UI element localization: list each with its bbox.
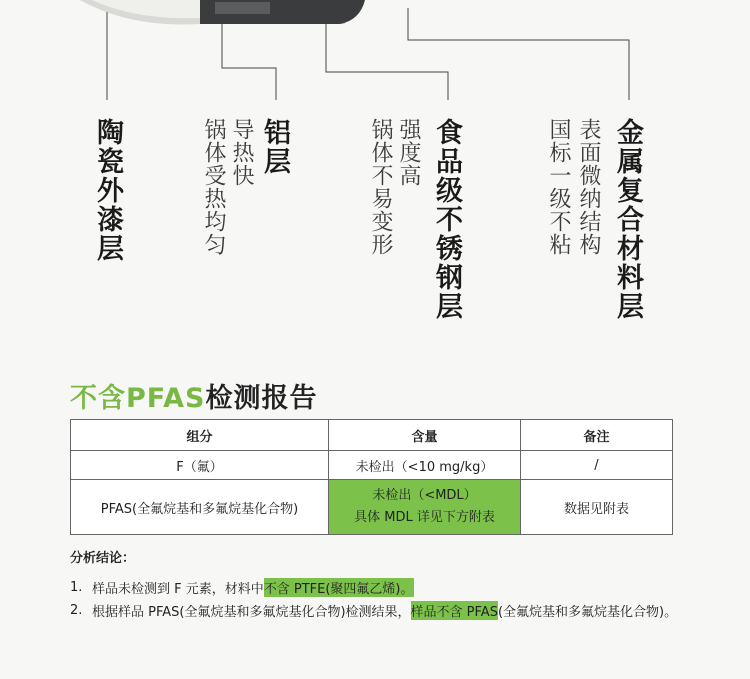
layer-stainless-desc-1: 强度高: [396, 118, 421, 187]
analysis-item: [70, 599, 677, 622]
header-note: 备注: [521, 420, 673, 451]
cell-content-line-1: 未检出（<MDL）: [372, 488, 477, 503]
layer-aluminum-desc-2: 锅体受热均匀: [201, 118, 226, 256]
analysis-item-number: 1.: [70, 580, 83, 595]
leader-composite: [408, 8, 629, 100]
table-row: [71, 451, 673, 480]
analysis-section: [70, 547, 677, 622]
analysis-item-highlight: 样品不含 PFAS: [411, 601, 498, 620]
layer-ceramic-title: 陶瓷外漆层: [92, 118, 123, 263]
layer-aluminum-desc-1: 导热快: [229, 118, 254, 187]
leader-stainless: [326, 22, 448, 100]
layer-aluminum-title: 铝层: [259, 118, 290, 176]
cell-content-highlighted: [329, 480, 521, 535]
report-title-pfas: 不含PFAS: [70, 383, 206, 414]
layer-composite-desc-2: 国标一级不粘: [546, 118, 571, 256]
analysis-item-text-tail: (全氟烷基和多氟烷基化合物)。: [497, 605, 678, 620]
layer-stainless-desc-2: 锅体不易变形: [368, 118, 393, 256]
cell-component: F（氟）: [71, 451, 329, 480]
analysis-item-number: 2.: [70, 603, 83, 618]
pan-highlight: [215, 2, 270, 14]
report-title-suffix: 检测报告: [205, 383, 318, 414]
table-row: [71, 480, 673, 535]
header-content: 含量: [329, 420, 521, 451]
analysis-item-text: 根据样品 PFAS(全氟烷基和多氟烷基化合物)检测结果，: [92, 605, 411, 620]
test-report-table: [70, 419, 673, 535]
report-title: [70, 376, 317, 415]
layer-stainless-title: 食品级不锈钢层: [431, 118, 462, 321]
cell-content: 未检出（<10 mg/kg）: [329, 451, 521, 480]
leader-aluminum: [222, 22, 276, 100]
table-header-row: [71, 420, 673, 451]
analysis-item: [70, 576, 677, 599]
cell-component: PFAS(全氟烷基和多氟烷基化合物): [71, 480, 329, 535]
header-component: 组分: [71, 420, 329, 451]
analysis-item-highlight: 不含 PTFE(聚四氟乙烯)。: [264, 578, 414, 597]
layer-composite-desc-1: 表面微纳结构: [576, 118, 601, 256]
analysis-heading: 分析结论：: [70, 551, 136, 566]
cell-note: /: [521, 451, 673, 480]
cell-content-line-2: 具体 MDL 详见下方附表: [354, 510, 495, 525]
cell-note: 数据见附表: [521, 480, 673, 535]
layer-composite-title: 金属复合材料层: [612, 118, 643, 321]
analysis-item-text: 样品未检测到 F 元素，材料中: [92, 582, 264, 597]
